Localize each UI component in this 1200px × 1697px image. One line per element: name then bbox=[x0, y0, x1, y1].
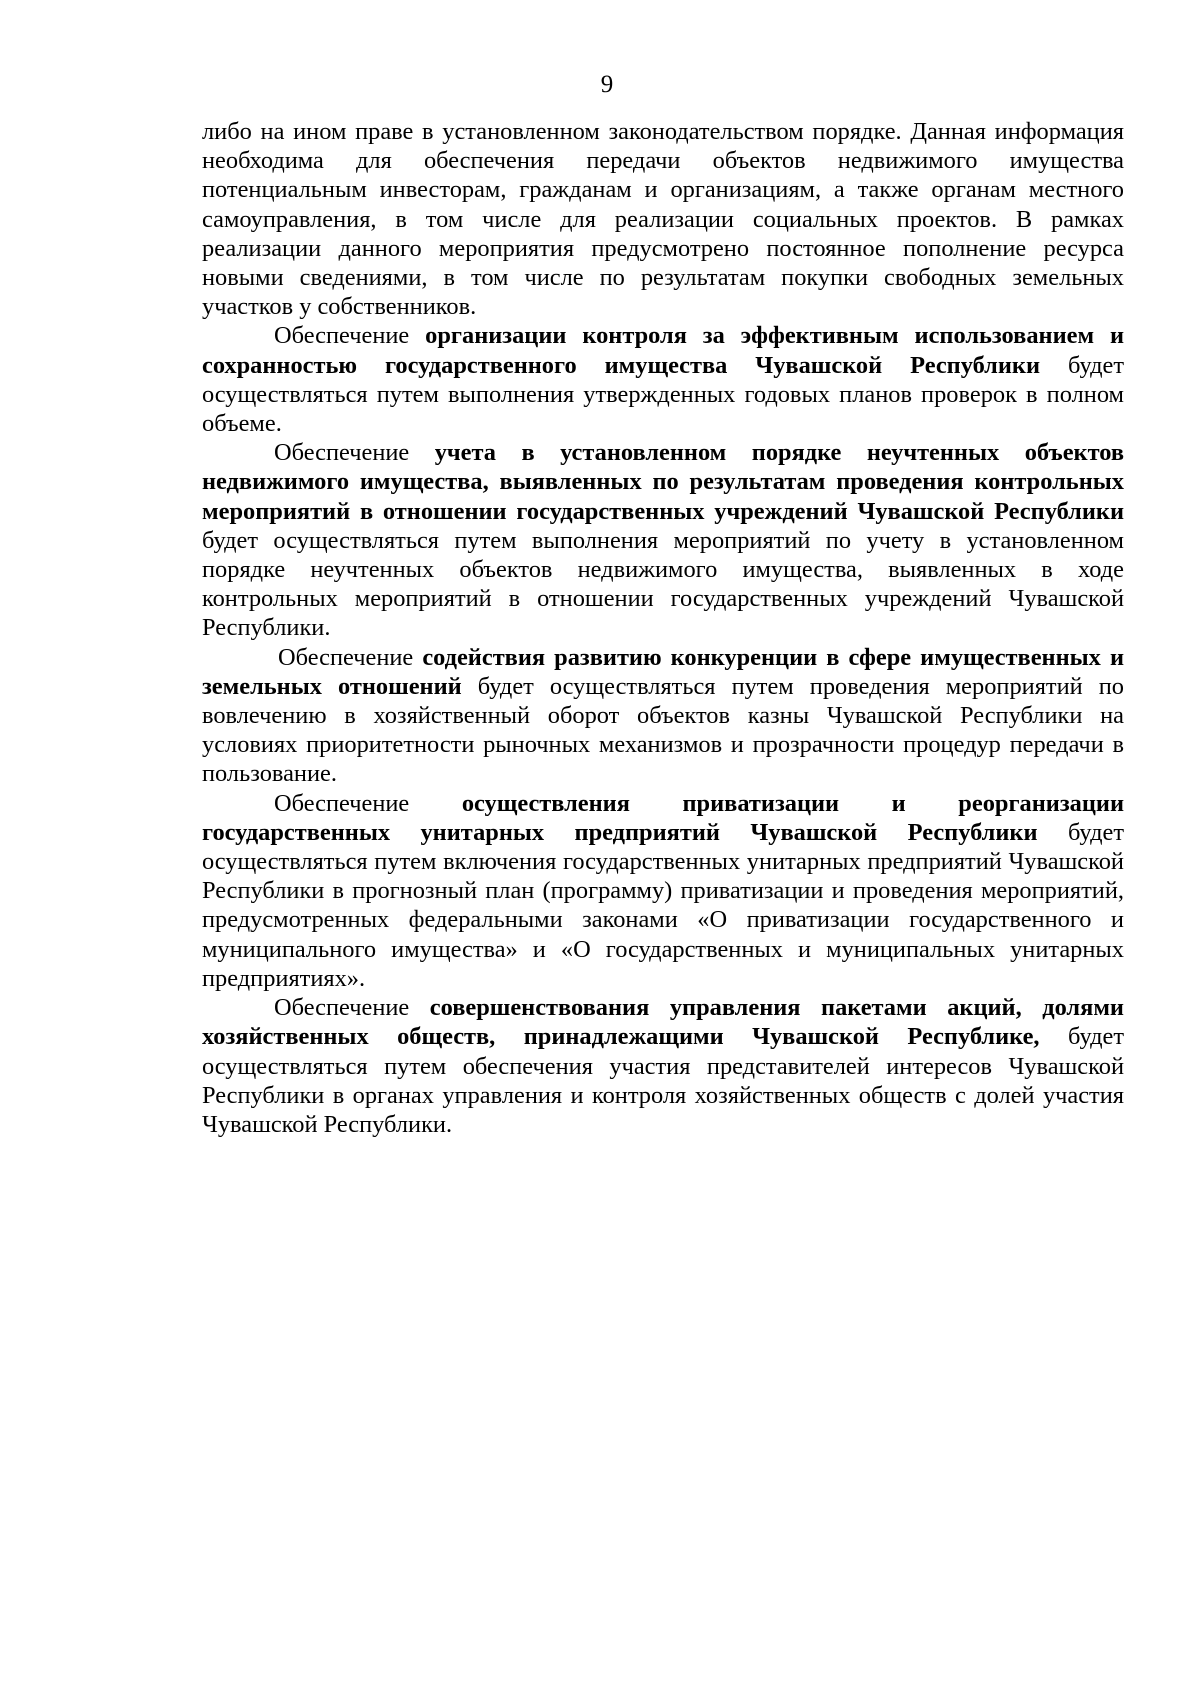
paragraph-2 bbox=[202, 321, 1124, 438]
paragraph-5-emphasis: осуществления приватизации и реорганизации государственных унитарных предприятий Чувашской Республики bbox=[202, 789, 1124, 846]
paragraph-4 bbox=[202, 643, 1124, 789]
paragraph-3-emphasis: учета в установленном порядке неучтенных объектов недвижимого имущества, выявленных по результатам проведения контрольных мероприятий в отношении государственных учреждений Чувашской Республики bbox=[202, 439, 1124, 525]
paragraph-2-lead: Обеспечение bbox=[274, 322, 426, 350]
paragraph-3 bbox=[202, 438, 1124, 642]
paragraph-2-emphasis: организации контроля за эффективным использованием и сохранностью государственного имущества Чувашской Республики bbox=[202, 322, 1125, 379]
paragraph-4-lead: Обеспечение bbox=[278, 643, 423, 671]
paragraph-4-emphasis: содействия развитию конкуренции в сфере имущественных и земельных отношений bbox=[202, 643, 1124, 700]
paragraph-5 bbox=[202, 789, 1124, 993]
paragraph-6-rest: будет осуществляться путем обеспечения участия представителей интересов Чувашской Республики в органах управления и контроля хозяйственных обществ с долей участия Чувашской Республики. bbox=[202, 1023, 1124, 1138]
document-body bbox=[202, 117, 1124, 1139]
paragraph-6 bbox=[202, 993, 1124, 1139]
paragraph-5-rest: будет осуществляться путем включения государственных унитарных предприятий Чувашской Республики в прогнозный план (программу) приватизации и проведения мероприятий, предусмотренных федеральными законами «О приватизации государственного и муниципального имущества» и «О государственных и муниципальных унитарных предприятиях». bbox=[202, 818, 1124, 992]
paragraph-3-rest: будет осуществляться путем выполнения мероприятий по учету в установленном порядке неучтенных объектов недвижимого имущества, выявленных в ходе контрольных мероприятий в отношении государственных учреждений Чувашской Республики. bbox=[202, 526, 1124, 642]
paragraph-3-lead: Обеспечение bbox=[274, 439, 435, 467]
paragraph-5-lead: Обеспечение bbox=[274, 789, 462, 817]
paragraph-1-text: либо на ином праве в установленном законодательством порядке. Данная информация необходима для обеспечения передачи объектов недвижимого имущества потенциальным инвесторам, гражданам и организациям, а также органам местного самоуправления, в том числе для реализации социальных проектов. В рамках реализации данного мероприятия предусмотрено постоянное пополнение ресурса новыми сведениями, в том числе по результатам покупки свободных земельных участков у собственников. bbox=[202, 118, 1124, 321]
page-number: 9 bbox=[600, 71, 614, 98]
paragraph-6-emphasis: совершенствования управления пакетами акций, долями хозяйственных обществ, принадлежащими Чувашской Республике, bbox=[202, 994, 1124, 1051]
paragraph-6-lead: Обеспечение bbox=[274, 994, 430, 1022]
paragraph-2-rest: будет осуществляться путем выполнения утвержденных годовых планов проверок в полном объеме. bbox=[202, 351, 1124, 438]
paragraph-1 bbox=[202, 117, 1124, 321]
paragraph-4-rest: будет осуществляться путем проведения мероприятий по вовлечению в хозяйственный оборот объектов казны Чувашской Республики на условиях приоритетности рыночных механизмов и прозрачности процедур передачи в пользование. bbox=[202, 672, 1125, 788]
